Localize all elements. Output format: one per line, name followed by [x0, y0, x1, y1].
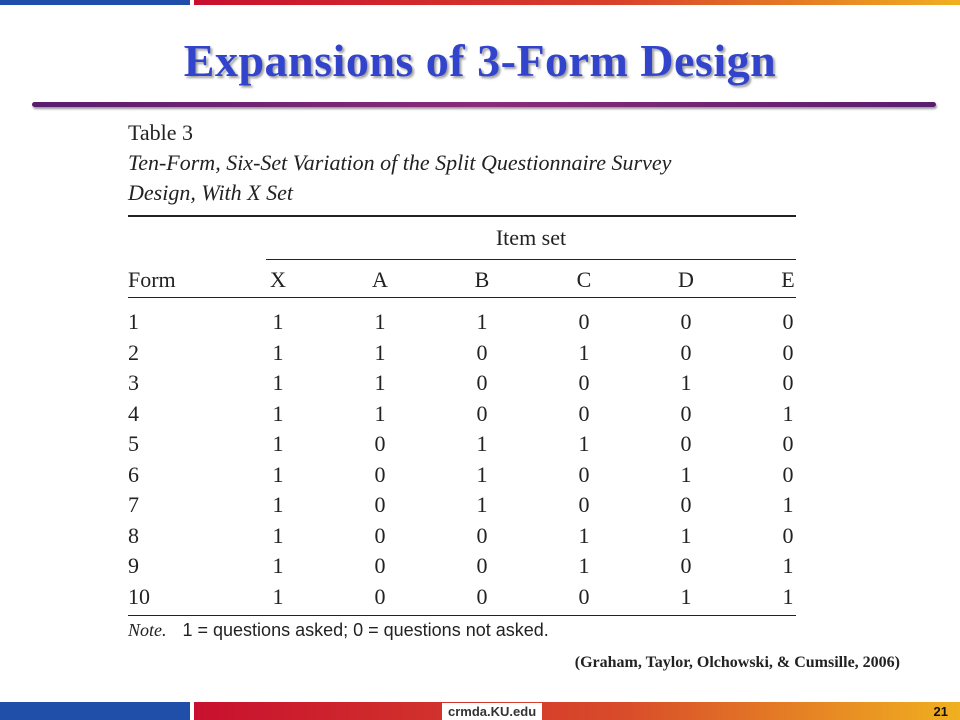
table-top-rule	[128, 215, 796, 217]
table-row	[128, 490, 796, 520]
cell-e: 0	[782, 309, 794, 334]
cell-e: 0	[782, 339, 794, 365]
cell-x: 1	[272, 461, 284, 487]
cell-x: 1	[272, 339, 284, 365]
cell-form: 3	[128, 370, 139, 395]
cell-e: 0	[782, 431, 794, 456]
cell-d: 1	[680, 583, 692, 609]
table-row	[128, 307, 796, 337]
cell-d: 0	[680, 492, 692, 517]
header-x: X	[270, 267, 286, 292]
table-row	[128, 460, 796, 490]
note-label: Note.	[128, 620, 167, 640]
cell-d: 0	[680, 309, 692, 334]
table-row	[128, 551, 796, 581]
cell-form: 1	[128, 309, 139, 334]
cell-c: 0	[578, 309, 590, 334]
page-number: 21	[933, 704, 948, 719]
table-row	[128, 338, 796, 368]
top-bar-gradient-segment	[194, 0, 960, 5]
table-header-row	[128, 265, 796, 295]
cell-a: 0	[374, 583, 386, 609]
cell-d: 0	[680, 339, 692, 365]
table-title-line-1: Ten-Form, Six-Set Variation of the Split Questionnaire Survey	[128, 150, 672, 175]
note-text: 1 = questions asked; 0 = questions not asked.	[182, 620, 549, 640]
cell-e: 1	[782, 553, 794, 578]
cell-b: 0	[476, 370, 488, 395]
header-b: B	[474, 267, 490, 292]
cell-a: 1	[374, 400, 386, 426]
table-row	[128, 429, 796, 459]
cell-x: 1	[272, 583, 284, 609]
cell-d: 1	[680, 370, 692, 395]
header-form: Form	[128, 267, 176, 292]
cell-d: 1	[680, 461, 692, 487]
cell-d: 1	[680, 522, 692, 548]
cell-x: 1	[272, 522, 284, 548]
header-a: A	[372, 267, 388, 292]
cell-x: 1	[272, 400, 284, 426]
cell-b: 0	[476, 522, 488, 548]
cell-c: 1	[578, 431, 590, 456]
cell-x: 1	[272, 431, 284, 456]
table-note	[128, 620, 549, 641]
slide-title: Expansions of 3-Form Design	[183, 35, 777, 86]
cell-x: 1	[272, 553, 284, 578]
table-bottom-rule	[128, 615, 796, 616]
cell-form: 7	[128, 492, 139, 517]
cell-e: 1	[782, 400, 794, 426]
cell-a: 1	[374, 339, 386, 365]
cell-a: 0	[374, 553, 386, 578]
cell-form: 2	[128, 339, 139, 365]
cell-e: 0	[782, 522, 794, 548]
cell-a: 1	[374, 309, 386, 334]
cell-c: 1	[578, 553, 590, 578]
cell-c: 0	[578, 400, 590, 426]
table-row	[128, 368, 796, 398]
table-row	[128, 582, 796, 612]
cell-form: 9	[128, 553, 139, 578]
cell-x: 1	[272, 492, 284, 517]
cell-b: 0	[476, 583, 488, 609]
cell-b: 1	[476, 461, 488, 487]
cell-d: 0	[680, 431, 692, 456]
table-caption	[128, 118, 808, 208]
cell-c: 1	[578, 522, 590, 548]
cell-b: 1	[476, 431, 488, 456]
header-d: D	[678, 267, 694, 292]
cell-e: 0	[782, 370, 794, 395]
cell-c: 0	[578, 370, 590, 395]
top-bar-blue-segment	[0, 0, 190, 5]
cell-b: 0	[476, 553, 488, 578]
cell-form: 8	[128, 522, 139, 548]
footer-url[interactable]: crmda.KU.edu	[442, 703, 542, 720]
cell-c: 0	[578, 461, 590, 487]
cell-b: 0	[476, 400, 488, 426]
cell-e: 0	[782, 461, 794, 487]
cell-b: 1	[476, 492, 488, 517]
cell-a: 0	[374, 461, 386, 487]
header-e: E	[781, 267, 795, 292]
cell-a: 0	[374, 522, 386, 548]
cell-c: 1	[578, 339, 590, 365]
header-rule	[128, 297, 796, 298]
citation: (Graham, Taylor, Olchowski, & Cumsille, 2006)	[574, 654, 900, 671]
cell-a: 0	[374, 492, 386, 517]
cell-b: 0	[476, 339, 488, 365]
cell-form: 10	[128, 583, 150, 609]
cell-a: 1	[374, 370, 386, 395]
cell-form: 6	[128, 461, 139, 487]
cell-x: 1	[272, 370, 284, 395]
cell-e: 1	[782, 492, 794, 517]
cell-x: 1	[272, 309, 284, 334]
cell-b: 1	[476, 309, 488, 334]
cell-form: 4	[128, 400, 139, 426]
cell-form: 5	[128, 431, 139, 456]
table-number: Table 3	[128, 120, 194, 145]
item-set-spanner: Item set	[495, 225, 567, 250]
cell-d: 0	[680, 553, 692, 578]
bottom-bar-gradient-segment	[194, 702, 960, 720]
spanner-rule	[266, 259, 796, 260]
table-row	[128, 399, 796, 429]
cell-e: 1	[782, 583, 794, 609]
bottom-bar-blue-segment	[0, 702, 190, 720]
cell-a: 0	[374, 431, 386, 456]
header-c: C	[576, 267, 592, 292]
table-title-line-2: Design, With X Set	[128, 180, 293, 205]
top-decorative-bar	[0, 0, 960, 5]
cell-d: 0	[680, 400, 692, 426]
title-underline-rule	[32, 102, 936, 107]
table-row	[128, 521, 796, 551]
cell-c: 0	[578, 583, 590, 609]
cell-c: 0	[578, 492, 590, 517]
